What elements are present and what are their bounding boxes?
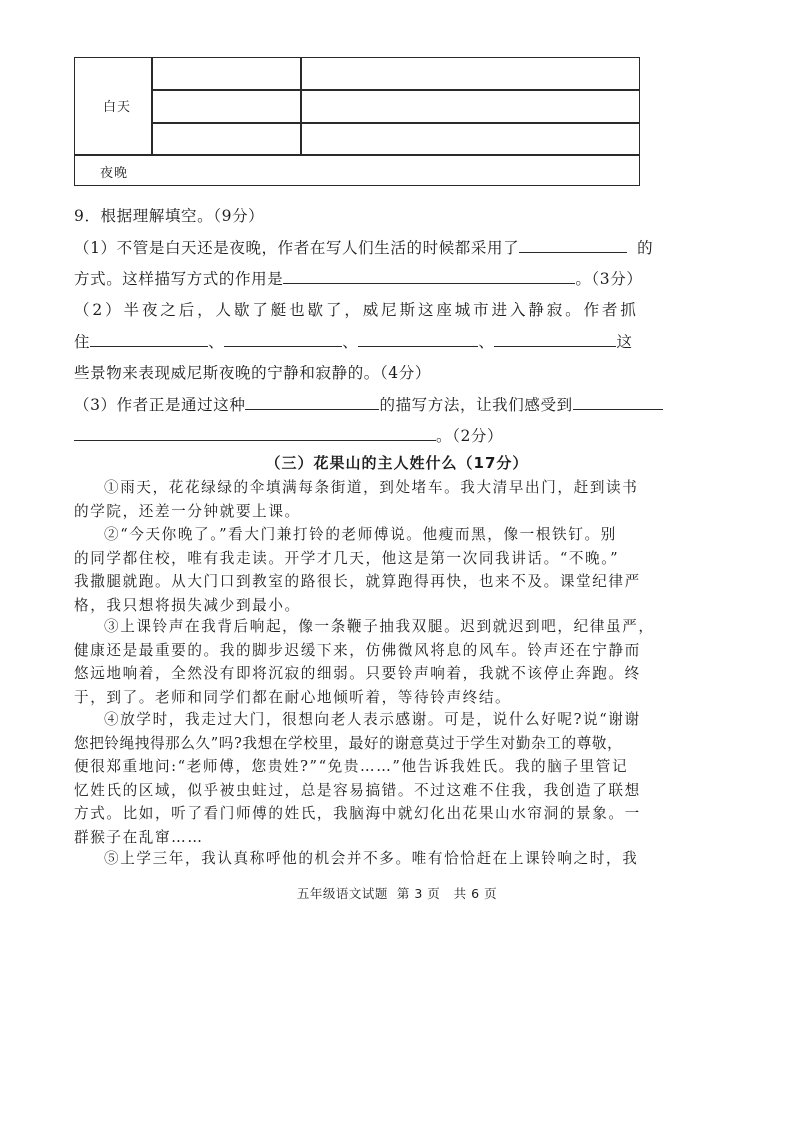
table-col-divider-2 <box>300 58 302 154</box>
question-9-1-line-1: （1）不管是白天还是夜晚，作者在写人们生活的时候都采用了 的 <box>74 239 654 257</box>
answer-blank[interactable] <box>224 332 342 347</box>
question-9-2-line-3: 些景物来表现威尼斯夜晚的宁静和寂静的。（4分） <box>74 364 431 382</box>
table-row-divider-1 <box>151 89 639 91</box>
question-9-2-line-2: 住 、 、 、 这 <box>74 333 633 351</box>
paragraph-4 <box>74 708 648 850</box>
paragraph-line: 我撒腿就跑。从大门口到教室的路很长，就算跑得再快，也来不及。课堂纪律严 <box>74 573 641 591</box>
paragraph-line: 的学院，还差一分钟就要上课。 <box>74 502 301 520</box>
paragraph-line: 您把铃绳拽得那么久”吗?我想在学校里，最好的谢意莫过于学生对勤杂工的尊敬， <box>74 734 623 752</box>
answer-blank[interactable] <box>245 395 379 410</box>
section-title: （三）花果山的主人姓什么（17分） <box>265 454 529 472</box>
answer-blank[interactable] <box>358 332 478 347</box>
paragraph-line: 方式。比如，听了看门师傅的姓氏，我脑海中就幻化出花果山水帘洞的景象。一 <box>74 805 641 823</box>
answer-blank[interactable] <box>90 332 208 347</box>
paragraph-line: 便很郑重地问:“老师傅，您贵姓?”“免贵……”他告诉我姓氏。我的脑子里管记 <box>74 758 629 776</box>
paragraph-line: 于，到了。老师和同学们都在耐心地倾听着，等待铃声终结。 <box>74 688 512 706</box>
paragraph-3 <box>74 615 655 709</box>
question-9-2-line-1: （2）半夜之后，人歇了艇也歇了，威尼斯这座城市进入静寂。作者抓 <box>74 301 639 319</box>
paragraph-line: 悠远地响着，全然没有即将沉寂的细弱。只要铃声响着，我就不该停止奔跑。终 <box>74 665 641 683</box>
page-footer: 五年级语文试题 第 3 页 共 6 页 <box>296 886 498 901</box>
answer-blank[interactable] <box>573 395 663 410</box>
paragraph-5 <box>74 847 648 871</box>
paragraph-line: 群猴子在乱窜…… <box>74 828 204 846</box>
table-row-divider-2 <box>151 122 639 124</box>
answer-blank[interactable] <box>283 269 575 284</box>
paragraph-line: 健康还是最重要的。我的脚步迟缓下来，仿佛微风将息的风车。铃声还在宁静而 <box>74 641 641 659</box>
table-label-day: 白天 <box>103 100 132 115</box>
paragraph-line: 的同学都住校，唯有我走读。开学才几天，他这是第一次同我讲话。“不晚。” <box>74 549 620 567</box>
paragraph-line: 忆姓氏的区域，似乎被虫蛀过，总是容易搞错。不过这难不住我，我创造了联想 <box>74 781 641 799</box>
table-col-divider-1 <box>151 58 153 154</box>
answer-blank[interactable] <box>494 332 616 347</box>
question-9-3-line-1: （3）作者正是通过这种 的描写方法，让我们感受到 <box>74 393 663 415</box>
paragraph-1 <box>74 476 648 523</box>
question-9-1-line-2: 方式。这样描写方式的作用是 。（3分） <box>74 270 643 288</box>
paragraph-line: ③上课铃声在我背后响起，像一条鞭子抽我双腿。迟到就迟到吧，纪律虽严， <box>104 618 655 635</box>
table-label-night: 夜晚 <box>100 166 129 181</box>
paragraph-line: ②“今天你晚了。”看大门兼打铃的老师傅说。他瘦而黑，像一根铁钉。别 <box>104 526 617 543</box>
answer-blank[interactable] <box>519 238 627 253</box>
question-9-title: 9．根据理解填空。（9分） <box>74 207 265 225</box>
paragraph-line: ④放学时，我走过大门，很想向老人表示感谢。可是，说什么好呢?说“谢谢 <box>104 711 641 728</box>
paragraph-line: ①雨天，花花绿绿的伞填满每条街道，到处堵车。我大清早出门，赶到读书 <box>104 479 639 496</box>
table-row-divider-3 <box>75 154 639 156</box>
record-table <box>74 57 640 186</box>
paragraph-2 <box>74 523 648 617</box>
question-9-3-line-2: 。（2分） <box>74 424 503 446</box>
paragraph-line: ⑤上学三年，我认真称呼他的机会并不多。唯有恰恰赶在上课铃响之时，我 <box>104 850 639 867</box>
answer-blank[interactable] <box>74 426 436 441</box>
paragraph-line: 格，我只想将损失减少到最小。 <box>74 596 301 614</box>
